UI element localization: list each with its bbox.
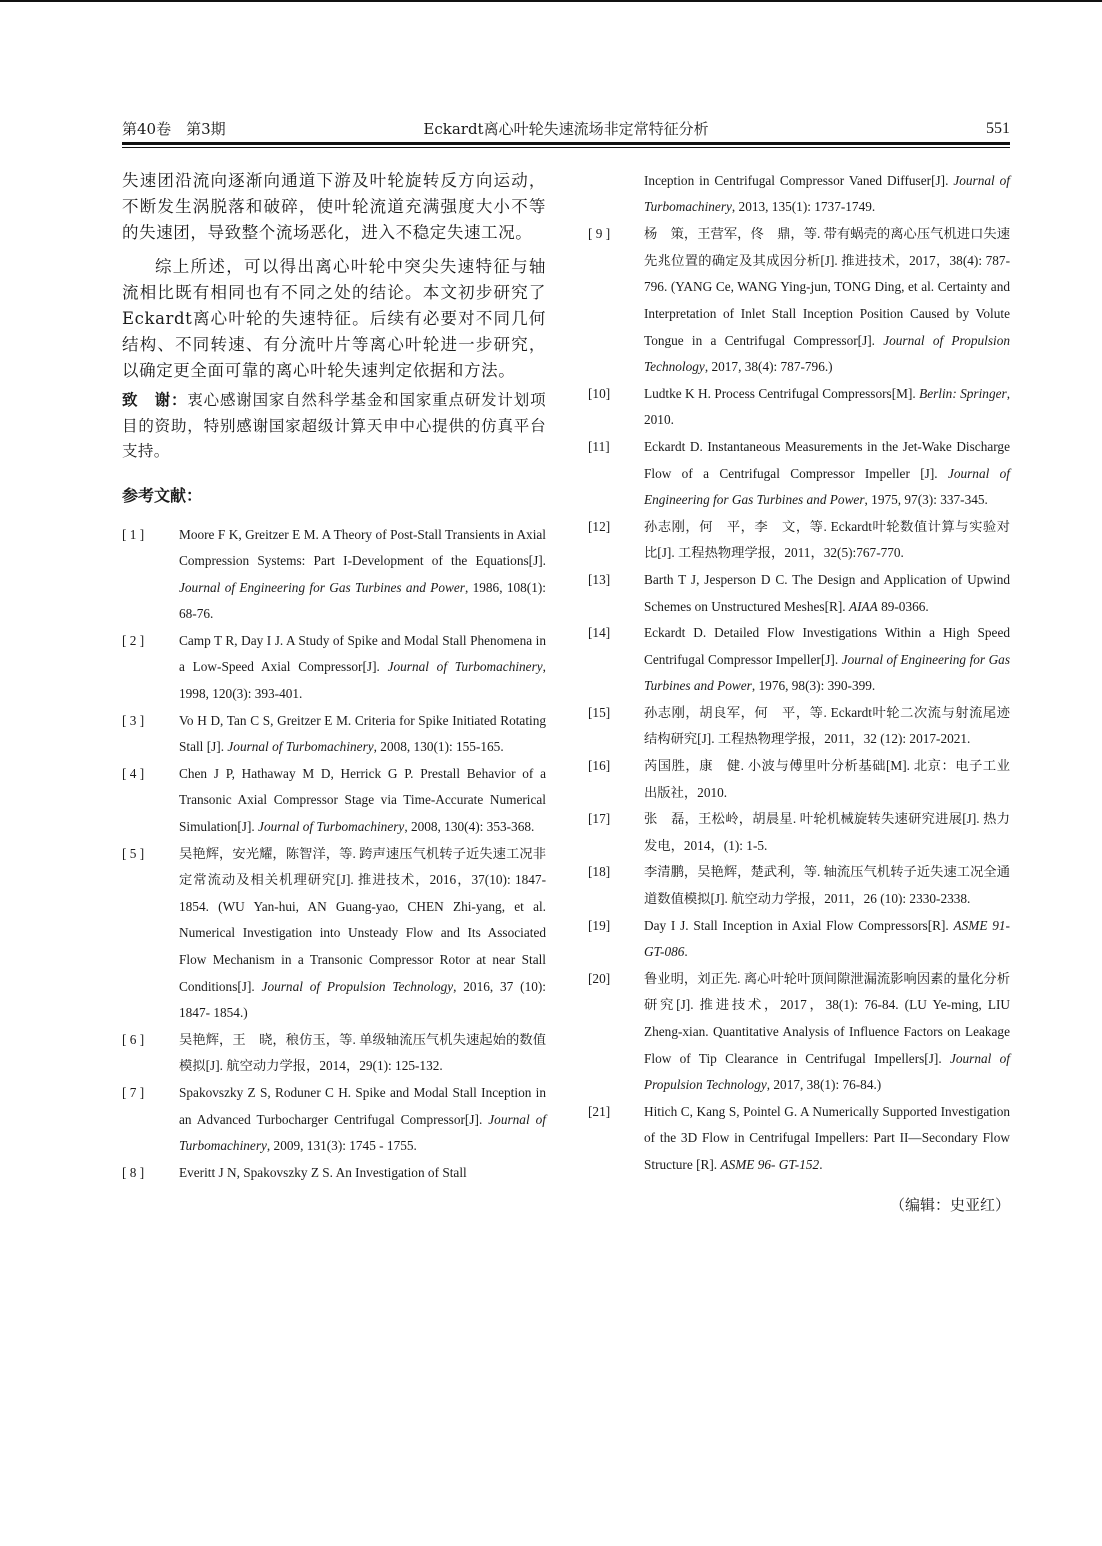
- reference-item: [588, 434, 1010, 514]
- reference-item: [588, 859, 1010, 912]
- reference-body: Ludtke K H. Process Centrifugal Compressors[M].: [644, 385, 920, 401]
- reference-journal: Journal of Turbomachinery: [179, 1111, 546, 1154]
- reference-body: Camp T R, Day I J. A Study of Spike and Modal Stall Phenomena in a Low-Speed Axial Compressor[J].: [179, 632, 546, 675]
- acknowledgement-label: 致 谢：: [122, 391, 188, 409]
- reference-body: Eckardt D. Instantaneous Measurements in the Jet-Wake Discharge Flow of a Centrifugal Compressor Impeller [J].: [644, 438, 1010, 481]
- reference-journal: Journal of Turbomachinery: [387, 659, 543, 675]
- reference-number: [17]: [588, 811, 611, 827]
- reference-tail: , 2008, 130(1): 155-165.: [373, 739, 504, 755]
- reference-body: 鲁业明，刘正先. 离心叶轮叶顶间隙泄漏流影响因素的量化分析研究[J]. 推进技术，2017，38(1): 76-84. (LU Ye-ming, LIU Zheng-xian. Quantitative Analysis of Influence Factors on Leakage Flow of Tip Clearance in Centrifugal Impellers[J].: [644, 970, 1010, 1066]
- reference-number: [ 7 ]: [122, 1084, 145, 1100]
- reference-journal: Journal of Turbomachinery: [227, 739, 374, 755]
- reference-tail: , 1975, 97(3): 337-345.: [864, 492, 988, 508]
- reference-item: [122, 628, 546, 708]
- reference-number: [ 5 ]: [122, 845, 145, 861]
- reference-text: [179, 846, 546, 1021]
- reference-item: [588, 700, 1010, 753]
- reference-tail: , 2009, 131(3): 1745 - 1755.: [266, 1138, 417, 1154]
- reference-item: [588, 221, 1010, 381]
- reference-journal: Journal of Engineering for Gas Turbines and Power: [644, 465, 1010, 508]
- reference-text: [644, 918, 1010, 960]
- reference-journal: AIAA: [848, 598, 878, 614]
- reference-item: [588, 567, 1010, 620]
- acknowledgement: [122, 388, 546, 465]
- reference-text: [179, 527, 546, 622]
- reference-number: [ 3 ]: [122, 712, 145, 728]
- reference-number: [18]: [588, 864, 611, 880]
- reference-item: [588, 753, 1010, 806]
- reference-text: [644, 971, 1010, 1092]
- reference-text: [179, 713, 546, 755]
- reference-list-left: [122, 522, 546, 1187]
- reference-body: Hitich C, Kang S, Pointel G. A Numerically Supported Investigation of the 3D Flow in Centrifugal Impellers: Part II—Secondary Flow Structure [R].: [644, 1103, 1010, 1172]
- reference-tail: .: [684, 944, 688, 960]
- top-border-line: [0, 0, 1102, 2]
- reference-journal: Journal of Propulsion Technology: [261, 978, 454, 994]
- reference-text: [179, 766, 546, 834]
- reference-number: [13]: [588, 571, 611, 587]
- paragraph-stall-cells: 失速团沿流向逐渐向通道下游及叶轮旋转反方向运动，不断发生涡脱落和破碎，使叶轮流道充满强度大小不等的失速团，导致整个流场恶化，进入不稳定失速工况。: [122, 171, 546, 242]
- reference-text: [179, 1085, 546, 1153]
- reference-body: 张 磊，王松岭，胡晨星. 叶轮机械旋转失速研究进展[J]. 热力发电，2014，(1): 1-5.: [644, 811, 1010, 853]
- reference-number: [21]: [588, 1103, 611, 1119]
- reference-text: [644, 572, 1010, 614]
- reference-number: [20]: [588, 970, 611, 986]
- reference-number: [10]: [588, 385, 611, 401]
- header-rule-thin: [122, 147, 1010, 148]
- reference-item: [588, 381, 1010, 434]
- reference-item: [588, 620, 1010, 700]
- reference-body: 芮国胜，康 健. 小波与傅里叶分析基础[M]. 北京：电子工业出版社，2010.: [644, 758, 1010, 800]
- reference-number: [16]: [588, 758, 611, 774]
- running-header: [122, 118, 1010, 140]
- reference-text: [644, 226, 1010, 374]
- reference-body: 孙志刚，何 平，李 文，等. Eckardt叶轮数值计算与实验对比[J]. 工程热物理学报，2011，32(5):767-770.: [644, 518, 1010, 561]
- reference-item: [122, 1027, 546, 1080]
- reference-text: [644, 864, 1010, 906]
- header-rule-thick: [122, 142, 1010, 145]
- reference-tail: , 1976, 98(3): 390-399.: [751, 678, 876, 694]
- reference-text: [644, 625, 1010, 693]
- reference-body: Spakovszky Z S, Roduner C H. Spike and Modal Stall Inception in an Advanced Turbocharger Centrifugal Compressor[J].: [179, 1084, 546, 1127]
- reference-8-continuation: [588, 168, 1010, 219]
- reference-item: [588, 1099, 1010, 1179]
- reference-text: [644, 1104, 1010, 1172]
- reference-number: [11]: [588, 438, 610, 454]
- reference-body: 杨 策，王营军，佟 鼎，等. 带有蜗壳的离心压气机进口失速先兆位置的确定及其成因分析[J]. 推进技术，2017，38(4): 787-796. (YANG Ce, WANG Ying-jun, TONG Ding, et al. Certainty and Interpretation of Inlet Stall Inception Position Caused by Volute Tongue in a Centrifugal Compressor[J].: [644, 226, 1010, 348]
- reference-body: Vo H D, Tan C S, Greitzer E M. Criteria for Spike Initiated Rotating Stall [J].: [179, 712, 546, 755]
- reference-text: [179, 633, 546, 701]
- reference-item: [588, 806, 1010, 859]
- reference-tail: , 1998, 120(3): 393-401.: [179, 659, 546, 702]
- ref-8-cont-tail: , 2013, 135(1): 1737-1749.: [731, 198, 876, 214]
- reference-list-right: [588, 221, 1010, 1178]
- reference-body: 孙志刚，胡良军，何 平，等. Eckardt叶轮二次流与射流尾迹结构研究[J]. 工程热物理学报，2011，32 (12): 2017-2021.: [644, 704, 1010, 747]
- acknowledgement-text: 衷心感谢国家自然科学基金和国家重点研发计划项目的资助，特别感谢国家超级计算天申中心提供的仿真平台支持。: [122, 391, 546, 460]
- body-text: [122, 168, 546, 384]
- reference-text: [644, 439, 1010, 507]
- page-number: 551: [986, 120, 1010, 137]
- reference-body: Everitt J N, Spakovszky Z S. An Investigation of Stall: [179, 1164, 467, 1180]
- reference-tail: , 2008, 130(4): 353-368.: [404, 819, 535, 835]
- journal-issue: 第40卷 第3期: [122, 120, 226, 138]
- reference-number: [ 4 ]: [122, 765, 145, 781]
- ref-8-cont-journal: Journal of Turbomachinery: [644, 173, 1010, 214]
- reference-body: Barth T J, Jesperson D C. The Design and Application of Upwind Schemes on Unstructured Meshes[R].: [644, 571, 1010, 614]
- reference-item: [122, 708, 546, 761]
- right-column: [588, 168, 1010, 1217]
- references-heading: 参考文献：: [122, 485, 203, 505]
- reference-number: [ 6 ]: [122, 1031, 145, 1047]
- reference-journal: Berlin: Springer: [919, 385, 1007, 401]
- reference-journal: Journal of Engineering for Gas Turbines and Power: [179, 579, 465, 595]
- reference-number: [ 2 ]: [122, 632, 145, 648]
- reference-tail: 89-0366.: [877, 598, 929, 614]
- reference-body: 吴艳辉，安光耀，陈智洋，等. 跨声速压气机转子近失速工况非定常流动及相关机理研究[J]. 推进技术，2016，37(10): 1847-1854. (WU Yan-hui, AN Guang-yao, CHEN Zhi-yang, et al. Numerical Investigation into Unsteady Flow and Its Associated Flow Mechanism in a Transonic Compressor Rotor at near Stall Conditions[J].: [179, 845, 546, 994]
- reference-number: [15]: [588, 704, 611, 720]
- paragraph-conclusion: 综上所述，可以得出离心叶轮中突尖失速特征与轴流相比既有相同也有不同之处的结论。本文初步研究了Eckardt离心叶轮的失速特征。后续有必要对不同几何结构、不同转速、有分流叶片等离心叶轮进一步研究，以确定更全面可靠的离心叶轮失速判定依据和方法。: [122, 257, 546, 380]
- reference-body: Day I J. Stall Inception in Axial Flow Compressors[R].: [644, 917, 954, 933]
- reference-text: [179, 1165, 467, 1180]
- reference-item: [588, 913, 1010, 966]
- reference-number: [19]: [588, 917, 611, 933]
- reference-body: Moore F K, Greitzer E M. A Theory of Post-Stall Transients in Axial Compression Systems: Part I-Development of the Equations[J].: [179, 526, 546, 569]
- reference-body: 吴艳辉，王 晓，稂仿玉，等. 单级轴流压气机失速起始的数值模拟[J]. 航空动力学报，2014，29(1): 125-132.: [179, 1031, 546, 1074]
- ref-8-cont-text: Inception in Centrifugal Compressor Vaned Diffuser[J].: [644, 173, 954, 188]
- reference-body: Chen J P, Hathaway M D, Herrick G P. Prestall Behavior of a Transonic Axial Compressor Stage via Time-Accurate Numerical Simulation[J].: [179, 765, 546, 835]
- left-column: [122, 168, 546, 1186]
- reference-item: [122, 1080, 546, 1160]
- editor-credit: （编辑：史亚红）: [889, 1195, 1010, 1214]
- reference-text: [644, 519, 1010, 561]
- reference-journal: ASME 96- GT-152: [720, 1156, 820, 1172]
- reference-number: [ 8 ]: [122, 1164, 145, 1180]
- reference-number: [12]: [588, 518, 611, 534]
- reference-item: [122, 841, 546, 1027]
- reference-item: [588, 966, 1010, 1099]
- reference-tail: , 2010.: [644, 385, 1011, 428]
- reference-number: [ 9 ]: [588, 226, 611, 242]
- reference-journal: Journal of Propulsion Technology: [644, 332, 1010, 375]
- reference-journal: Journal of Propulsion Technology: [644, 1050, 1010, 1093]
- reference-journal: Journal of Turbomachinery: [258, 819, 405, 835]
- reference-text: [644, 758, 1010, 800]
- reference-item: [588, 514, 1010, 567]
- reference-tail: , 2017, 38(4): 787-796.): [704, 359, 833, 375]
- reference-text: [644, 811, 1010, 853]
- reference-tail: , 2016, 37 (10): 1847- 1854.): [179, 978, 546, 1021]
- reference-number: [ 1 ]: [122, 526, 145, 542]
- reference-tail: , 2017, 38(1): 76-84.): [766, 1077, 882, 1093]
- reference-body: Eckardt D. Detailed Flow Investigations Within a High Speed Centrifugal Compressor Impeller[J].: [644, 625, 1010, 667]
- reference-text: [644, 386, 1010, 428]
- running-title: Eckardt离心叶轮失速流场非定常特征分析: [423, 120, 709, 138]
- reference-item: [122, 1160, 546, 1187]
- reference-text: [179, 1032, 546, 1074]
- reference-journal: Journal of Engineering for Gas Turbines and Power: [644, 651, 1010, 694]
- reference-number: [14]: [588, 625, 611, 641]
- reference-item: [122, 522, 546, 628]
- reference-item: [122, 761, 546, 841]
- reference-text: [644, 705, 1010, 747]
- reference-body: 李清鹏，吴艳辉，楚武利，等. 轴流压气机转子近失速工况全通道数值模拟[J]. 航空动力学报，2011，26 (10): 2330-2338.: [644, 864, 1010, 907]
- reference-tail: .: [819, 1156, 823, 1172]
- reference-tail: , 1986, 108(1): 68-76.: [179, 579, 546, 622]
- reference-journal: ASME 91-GT-086: [644, 917, 1010, 960]
